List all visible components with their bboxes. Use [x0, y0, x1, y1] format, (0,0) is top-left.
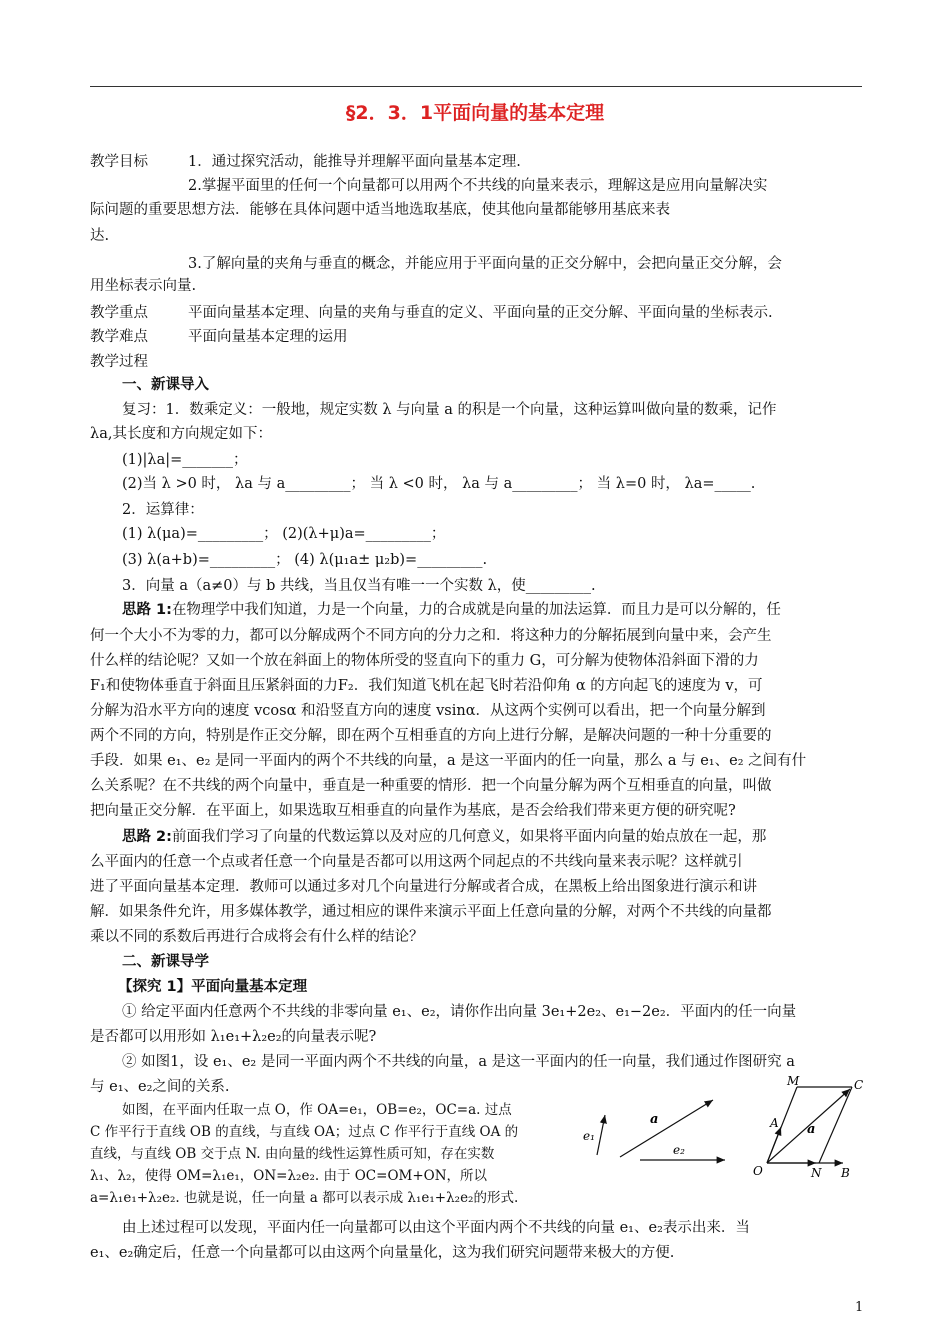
label-a-right: a — [807, 1122, 816, 1137]
review-line8: 3．向量 a（a≠0）与 b 共线，当且仅当有唯一一个实数 λ，使_________. — [122, 578, 596, 594]
explore1-p4-line1: 由上述过程可以发现，平面内任一向量都可以由这个平面内两个不共线的向量 e₁、e₂表示出来．当 — [122, 1220, 750, 1236]
label-e1: e₁ — [583, 1129, 595, 1143]
objective-2-line2: 际问题的重要思想方法．能够在具体问题中适当地选取基底，使其他向量都能够用基底来表 — [90, 202, 670, 218]
vector-figure — [575, 1075, 865, 1180]
label-A: A — [770, 1116, 779, 1130]
idea1-line9: 把向量正交分解．在平面上，如果选取互相垂直的向量作为基底，是否会给我们带来更方便的研究呢? — [90, 803, 736, 819]
idea1-line1 — [122, 600, 781, 620]
idea1-line2: 何一个大小不为零的力，都可以分解成两个不同方向的分力之和．将这种力的分解拓展到向量中来，会产生 — [90, 628, 772, 644]
label-e2: e₂ — [673, 1143, 685, 1157]
explore1-p4-line2: e₁、e₂确定后，任意一个向量都可以由这两个向量量化，这为我们研究问题带来极大的方便. — [90, 1245, 675, 1261]
objective-1: 1．通过探究活动，能推导并理解平面向量基本定理. — [188, 154, 521, 170]
label-a: a — [650, 1112, 659, 1127]
explore1-p3-line5: a=λ₁e₁+λ₂e₂. 也就是说，任一向量 a 都可以表示成 λ₁e₁+λ₂e₂的形式. — [90, 1190, 519, 1206]
objective-3-line2: 用坐标表示向量. — [90, 278, 197, 294]
explore1-p3-line2: C 作平行于直线 OB 的直线，与直线 OA；过点 C 作平行于直线 OA 的 — [90, 1124, 519, 1140]
explore1-p2-line2: 与 e₁、e₂之间的关系. — [90, 1079, 230, 1095]
oa-arrow — [767, 1127, 781, 1163]
objective-3-line1: 3.了解向量的夹角与垂直的概念，并能应用于平面向量的正交分解中，会把向量正交分解，会 — [188, 256, 782, 272]
idea2-line2: 么平面内的任意一个点或者任意一个向量是否都可以用这两个同起点的不共线向量来表示呢？这样就引 — [90, 854, 743, 870]
cn-line — [819, 1087, 852, 1163]
key-points-label: 教学重点 — [90, 305, 148, 321]
review-line4: (2)当 λ >0 时， λa 与 a_________； 当 λ <0 时， λa 与 a_________； 当 λ=0 时， λa=_____. — [122, 476, 756, 492]
a-arrow — [620, 1100, 713, 1157]
explore1-p3-line1: 如图，在平面内任取一点 O，作 OA=e₁，OB=e₂，OC=a. 过点 — [122, 1102, 512, 1118]
explore1-p3-line4: λ₁、λ₂，使得 OM=λ₁e₁，ON=λ₂e₂. 由于 OC=OM+ON，所以 — [90, 1168, 488, 1184]
review-line2: λa,其长度和方向规定如下： — [90, 426, 272, 442]
idea2-line5: 乘以不同的系数后再进行合成将会有什么样的结论？ — [90, 929, 424, 945]
review-line3: (1)|λa|=_______； — [122, 452, 248, 468]
idea2-line3: 进了平面向量基本定理．教师可以通过多对几个向量进行分解或者合成，在黑板上给出图象进行演示和讲 — [90, 879, 757, 895]
idea1-label: 思路 1: — [122, 602, 172, 618]
idea2-line1 — [122, 827, 766, 847]
key-points-text: 平面向量基本定理、向量的夹角与垂直的定义、平面向量的正交分解、平面向量的坐标表示. — [188, 305, 773, 321]
label-O: O — [753, 1164, 763, 1178]
header-rule — [90, 86, 862, 87]
explore1-p1-line2: 是否都可以用形如 λ₁e₁+λ₂e₂的向量表示呢? — [90, 1029, 377, 1045]
e1-arrow — [597, 1115, 605, 1155]
label-C: C — [854, 1078, 864, 1092]
idea1-line7: 手段．如果 e₁、e₂ 是同一平面内的两个不共线的向量，a 是这一平面内的任一向量，那么 a 与 e₁、e₂ 之间有什 — [90, 753, 807, 769]
page-number: 1 — [855, 1300, 864, 1315]
idea1-line8: 么关系呢？在不共线的两个向量中，垂直是一种重要的情形．把一个向量分解为两个互相垂直的向量，叫做 — [90, 778, 772, 794]
page-title: §2．3．1平面向量的基本定理 — [345, 102, 605, 124]
label-N: N — [811, 1166, 822, 1180]
section-2-heading: 二、新课导学 — [122, 954, 209, 970]
review-line6: (1) λ(μa)=_________； (2)(λ+μ)a=_________； — [122, 526, 446, 542]
objective-2-line3: 达. — [90, 228, 110, 244]
objective-2-line1: 2.掌握平面里的任何一个向量都可以用两个不共线的向量来表示，理解这是应用向量解决实 — [188, 178, 768, 194]
idea2-label: 思路 2: — [122, 829, 172, 845]
idea1-text: 在物理学中我们知道，力是一个向量，力的合成就是向量的加法运算．而且力是可以分解的，任 — [171, 602, 781, 618]
explore1-p2-line1: ② 如图1，设 e₁、e₂ 是同一平面内两个不共线的向量，a 是这一平面内的任一向量，我们通过作图研究 a — [122, 1054, 795, 1070]
idea2-text: 前面我们学习了向量的代数运算以及对应的几何意义，如果将平面内向量的始点放在一起，那 — [171, 829, 767, 845]
label-B: B — [841, 1166, 850, 1180]
section-1-heading: 一、新课导入 — [122, 377, 209, 393]
review-line7: (3) λ(a+b)=_________； (4) λ(μ₁a± μ₂b)=_________. — [122, 552, 488, 568]
explore-1-heading: 【探究 1】平面向量基本定理 — [118, 979, 308, 995]
difficulty-label: 教学难点 — [90, 329, 148, 345]
label-M: M — [787, 1075, 800, 1088]
idea1-line6: 两个不同的方向，特别是作正交分解，即在两个互相垂直的方向上进行分解，是解决问题的一种十分重要的 — [90, 728, 772, 744]
explore1-p3-line3: 直线，与直线 OB 交于点 N. 由向量的线性运算性质可知，存在实数 — [90, 1146, 495, 1162]
idea1-line3: 什么样的结论呢？又如一个放在斜面上的物体所受的竖直向下的重力 G，可分解为使物体沿斜面下滑的力 — [90, 653, 759, 669]
review-line5: 2．运算律： — [122, 502, 204, 518]
review-line1: 复习：1．数乘定义：一般地，规定实数 λ 与向量 a 的积是一个向量，这种运算叫做向量的数乘，记作 — [122, 402, 777, 418]
difficulty-text: 平面向量基本定理的运用 — [188, 329, 348, 345]
explore1-p1-line1: ① 给定平面内任意两个不共线的非零向量 e₁、e₂，请你作出向量 3e₁+2e₂、e₁−2e₂．平面内的任一向量 — [122, 1004, 797, 1020]
idea1-line5: 分解为沿水平方向的速度 vcosα 和沿竖直方向的速度 vsinα．从这两个实例可以看出，把一个向量分解到 — [90, 703, 766, 719]
idea2-line4: 解．如果条件允许，用多媒体教学，通过相应的课件来演示平面上任意向量的分解，对两个不共线的向量都 — [90, 904, 772, 920]
process-label: 教学过程 — [90, 354, 148, 370]
objectives-label: 教学目标 — [90, 154, 148, 170]
idea1-line4: F₁和使物体垂直于斜面且压紧斜面的力F₂．我们知道飞机在起飞时若沿仰角 α 的方向起飞的速度为 v，可 — [90, 678, 763, 694]
